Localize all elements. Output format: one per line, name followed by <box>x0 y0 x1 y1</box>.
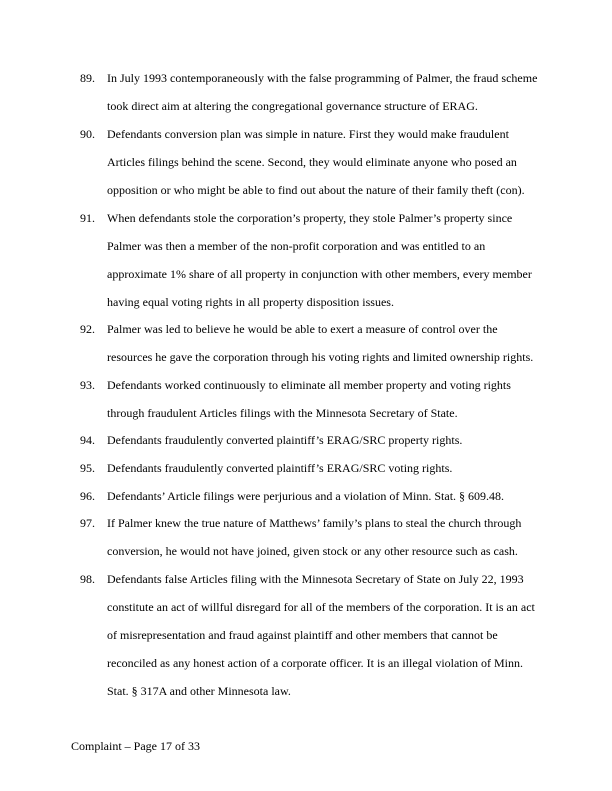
paragraph-line: constitute an act of willful disregard for all of the members of the corporation. It is an act <box>107 600 535 614</box>
paragraph-line: took direct aim at altering the congregational governance structure of ERAG. <box>107 99 478 113</box>
paragraph-number: 89. <box>80 71 95 85</box>
paragraph-number: 97. <box>80 516 95 530</box>
paragraph-number: 91. <box>80 211 95 225</box>
paragraph-line: approximate 1% share of all property in conjunction with other members, every member <box>107 267 532 281</box>
paragraph-number: 94. <box>80 433 95 447</box>
paragraph-number: 96. <box>80 489 95 503</box>
paragraph-line: through fraudulent Articles filings with the Minnesota Secretary of State. <box>107 406 458 420</box>
paragraph-line: When defendants stole the corporation’s property, they stole Palmer’s property since <box>107 211 513 225</box>
paragraph-number: 90. <box>80 127 95 141</box>
paragraph-line: Defendants worked continuously to eliminate all member property and voting rights <box>107 378 511 392</box>
paragraph-line: having equal voting rights in all property disposition issues. <box>107 295 394 309</box>
paragraph-line: of misrepresentation and fraud against plaintiff and other members that cannot be <box>107 628 498 642</box>
paragraph-line: reconciled as any honest action of a corporate officer. It is an illegal violation of Minn. <box>107 656 523 670</box>
paragraph-line: In July 1993 contemporaneously with the false programming of Palmer, the fraud scheme <box>107 71 538 85</box>
paragraph-line: conversion, he would not have joined, given stock or any other resource such as cash. <box>107 544 518 558</box>
paragraph-line: Defendants conversion plan was simple in nature. First they would make fraudulent <box>107 127 509 141</box>
paragraph-number: 98. <box>80 572 95 586</box>
paragraph-line: Defendants fraudulently converted plaintiff’s ERAG/SRC property rights. <box>107 433 463 447</box>
paragraph-number: 95. <box>80 461 95 475</box>
paragraph-line: If Palmer knew the true nature of Matthews’ family’s plans to steal the church through <box>107 516 522 530</box>
paragraph-line: Defendants’ Article filings were perjurious and a violation of Minn. Stat. § 609.48. <box>107 489 505 503</box>
paragraph-line: resources he gave the corporation through his voting rights and limited ownership rights. <box>107 350 534 364</box>
paragraph-line: Palmer was then a member of the non-profit corporation and was entitled to an <box>107 239 486 253</box>
page-footer: Complaint – Page 17 of 33 <box>71 739 200 753</box>
paragraph-number: 92. <box>80 322 95 336</box>
paragraph-line: opposition or who might be able to find out about the nature of their family theft (con). <box>107 183 525 197</box>
paragraph-line: Defendants false Articles filing with the Minnesota Secretary of State on July 22, 1993 <box>107 572 524 586</box>
paragraph-line: Defendants fraudulently converted plaintiff’s ERAG/SRC voting rights. <box>107 461 453 475</box>
paragraph-line: Palmer was led to believe he would be able to exert a measure of control over the <box>107 322 498 336</box>
paragraph-line: Articles filings behind the scene. Second, they would eliminate anyone who posed an <box>107 155 517 169</box>
paragraph-line: Stat. § 317A and other Minnesota law. <box>107 684 291 698</box>
paragraph-number: 93. <box>80 378 95 392</box>
